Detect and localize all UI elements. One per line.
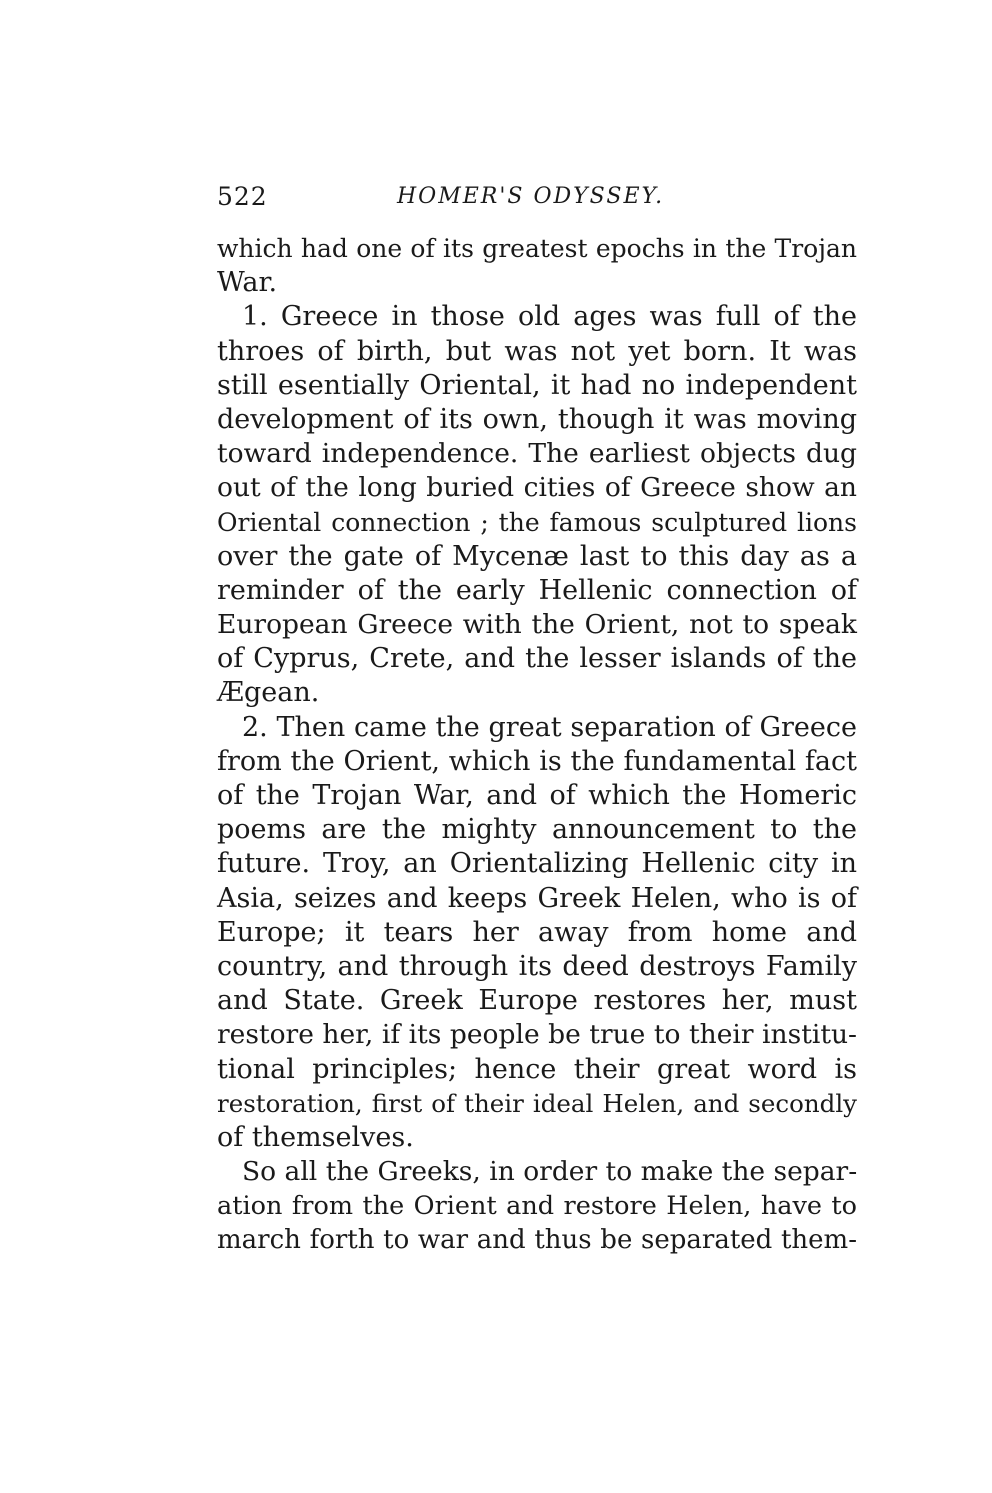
page-header bbox=[217, 182, 857, 222]
text-line: over the gate of Mycenæ last to this day as a bbox=[217, 540, 857, 572]
text-line: out of the long buried cities of Greece show an bbox=[217, 472, 857, 504]
body-text bbox=[217, 232, 857, 1258]
text-line: of Cyprus, Crete, and the lesser islands of the bbox=[217, 643, 857, 675]
text-line: Europe; it tears her away from home and bbox=[217, 916, 857, 948]
text-line: throes of birth, but was not yet born. It was bbox=[217, 335, 857, 367]
text-line: of themselves. bbox=[217, 1121, 414, 1153]
text-line: European Greece with the Orient, not to speak bbox=[217, 609, 857, 641]
book-page bbox=[217, 182, 857, 1258]
page-number: 522 bbox=[217, 182, 268, 211]
text-line: So all the Greeks, in order to make the separ- bbox=[242, 1156, 858, 1188]
text-line: and State. Greek Europe restores her, must bbox=[217, 985, 857, 1017]
text-line: 1. Greece in those old ages was full of the bbox=[242, 301, 857, 333]
text-line: march forth to war and thus be separated them- bbox=[217, 1225, 857, 1256]
text-line: from the Orient, which is the fundamental fact bbox=[217, 745, 857, 777]
text-line: ation from the Orient and restore Helen, have to bbox=[217, 1191, 857, 1222]
text-line: tional principles; hence their great word is bbox=[217, 1053, 857, 1085]
text-line: poems are the mighty announcement to the bbox=[217, 814, 857, 846]
text-line: restore her, if its people be true to their institu- bbox=[217, 1019, 857, 1051]
text-line: which had one of its greatest epochs in the Trojan bbox=[217, 234, 857, 263]
text-line: Asia, seizes and keeps Greek Helen, who is of bbox=[217, 882, 857, 914]
running-title: HOMER'S ODYSSEY. bbox=[397, 184, 665, 209]
text-line: Ægean. bbox=[217, 677, 320, 709]
text-line: development of its own, though it was moving bbox=[217, 403, 857, 435]
text-line: restoration, first of their ideal Helen, and secondly bbox=[217, 1088, 857, 1118]
text-line: country, and through its deed destroys Family bbox=[217, 950, 857, 982]
text-line: Oriental connection ; the famous sculptured lions bbox=[217, 507, 857, 537]
text-line: still esentially Oriental, it had no independent bbox=[217, 369, 857, 401]
text-line: War. bbox=[217, 267, 278, 299]
text-line: 2. Then came the great separation of Greece bbox=[242, 711, 857, 743]
text-line: of the Trojan War, and of which the Homeric bbox=[217, 780, 857, 811]
text-line: toward independence. The earliest objects dug bbox=[217, 438, 857, 470]
text-line: reminder of the early Hellenic connection of bbox=[217, 574, 857, 606]
text-line: future. Troy, an Orientalizing Hellenic city in bbox=[217, 848, 857, 880]
